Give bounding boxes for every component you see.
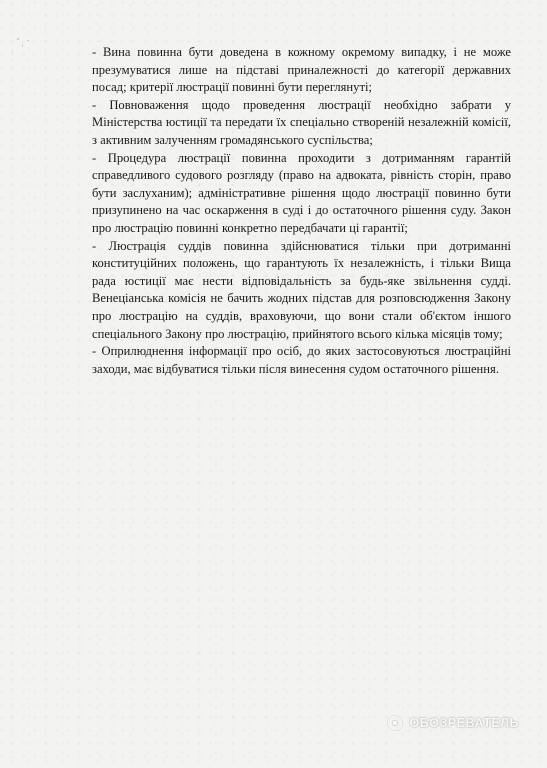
paragraph-procedure: - Процедура люстрації повинна проходити з дотриманням гарантій справедливого судового розгляду (право на адвоката, рівність сторін, право бути заслуханим); адміністративне рішення щодо люстрації повинно бути призупинено на час оскарження в суді і до остаточного рішення суду. Закон про люстрацію повинні конкретно передбачати ці гарантії; <box>92 150 511 235</box>
scan-speck <box>12 52 13 53</box>
watermark-text: ОБОЗРЕВАТЕЛЬ <box>409 716 519 730</box>
paragraph-powers: - Повноваження щодо проведення люстрації необхідно забрати у Міністерства юстиції та передати їх спеціально створеній незалежній комісії, з активним залученням громадянського суспільства; <box>92 97 511 147</box>
paragraph-judges: - Люстрація суддів повинна здійснюватися тільки при дотриманні конституційних положень, що гарантують їх незалежність, і тільки Вища рада юстиції має нести відповідальність за будь-яке звільнення судді. Венеціанська комісія не бачить жодних підстав для розповсюдження Закону про люстрацію на суддів, враховуючи, що вони стали об'єктом іншого спеціального Закону про люстрацію, прийнятого всього кілька місяців тому; <box>92 238 511 341</box>
watermark <box>386 712 519 734</box>
scan-speck <box>27 40 29 41</box>
document-body <box>92 44 511 378</box>
paragraph-guilt: - Вина повинна бути доведена в кожному окремому випадку, і не може презумуватися лише на підставі приналежності до категорії державних посад; критерії люстрації повинні бути переглянуті; <box>92 45 511 95</box>
scan-speck <box>22 44 23 47</box>
paragraph-publication: - Оприлюднення інформації про осіб, до яких застосовуються люстраційні заходи, має відбуватися тільки після винесення судом остаточного рішення. <box>92 344 511 376</box>
obozrevatel-logo-icon <box>386 714 404 732</box>
scan-speck <box>17 38 19 40</box>
